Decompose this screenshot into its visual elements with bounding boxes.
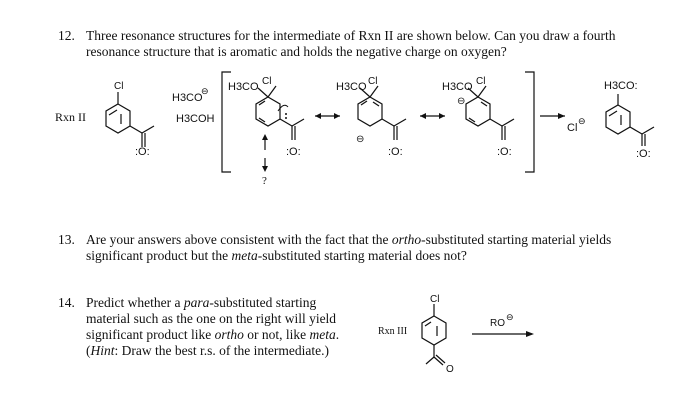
- reagent-methanol: H3COH: [176, 113, 215, 125]
- negative-charge: ⊖: [201, 86, 209, 96]
- question-line: resonance structure that is aromatic and holds the negative charge on oxygen?: [86, 44, 507, 59]
- starting-material-ortho: [106, 92, 154, 147]
- cl-label: Cl: [430, 294, 440, 305]
- question-line: significant product like ortho or not, like meta.: [86, 327, 340, 342]
- carbanion-charge: ⊖: [356, 134, 365, 145]
- question-line: Three resonance structures for the intermediate of Rxn II are shown below. Can you draw a fourth: [86, 28, 616, 43]
- resonance-structure-2: [358, 86, 406, 140]
- cl-label: Cl: [368, 76, 378, 87]
- question-line: material such as the one on the right will yield: [86, 311, 337, 326]
- question-number: 13.: [58, 232, 75, 247]
- para-substituted-molecule: [422, 304, 446, 365]
- carbanion-charge: ⊖: [457, 96, 466, 107]
- question-line: significant product but the meta-substituted starting material does not?: [86, 248, 467, 263]
- ketone-oxygen: :O:: [636, 148, 651, 160]
- question-number: 14.: [58, 295, 75, 310]
- negative-charge: ⊖: [506, 312, 514, 322]
- ketone-oxygen: :O:: [388, 146, 403, 158]
- resonance-structure-3: [466, 86, 514, 140]
- question-mark: ?: [262, 175, 267, 187]
- right-bracket: [525, 72, 534, 172]
- question-text: [86, 232, 611, 264]
- question-number: 12.: [58, 28, 75, 43]
- product: [606, 94, 654, 146]
- cl-label: Cl: [262, 76, 272, 87]
- question-line: Are your answers above consistent with the fact that the ortho-substituted starting material yields: [86, 232, 612, 247]
- product-methoxy: H3CO:: [604, 80, 638, 92]
- rxn-ii-label: Rxn II: [55, 110, 86, 124]
- chloride-charge: ⊖: [578, 116, 586, 126]
- o-label: O: [446, 364, 454, 375]
- question-line: Predict whether a para-substituted starting: [86, 295, 317, 310]
- cl-label: Cl: [114, 81, 124, 92]
- ketone-oxygen: :O:: [497, 146, 512, 158]
- methoxy-label: H3CO: [442, 81, 473, 93]
- question-text: [86, 295, 339, 359]
- reagent-methoxide: H3CO: [172, 92, 203, 104]
- question-line: (Hint: Draw the best r.s. of the intermediate.): [86, 343, 329, 358]
- methoxy-label: H3CO: [336, 81, 367, 93]
- chloride-label: Cl: [567, 122, 578, 134]
- rxn-iii-label: Rxn III: [378, 326, 408, 337]
- reagent-ro: RO: [490, 318, 505, 329]
- methoxy-label: H3CO: [228, 81, 259, 93]
- ketone-oxygen: :O:: [286, 146, 301, 158]
- ketone-oxygen: :O:: [135, 146, 150, 158]
- cl-label: Cl: [476, 76, 486, 87]
